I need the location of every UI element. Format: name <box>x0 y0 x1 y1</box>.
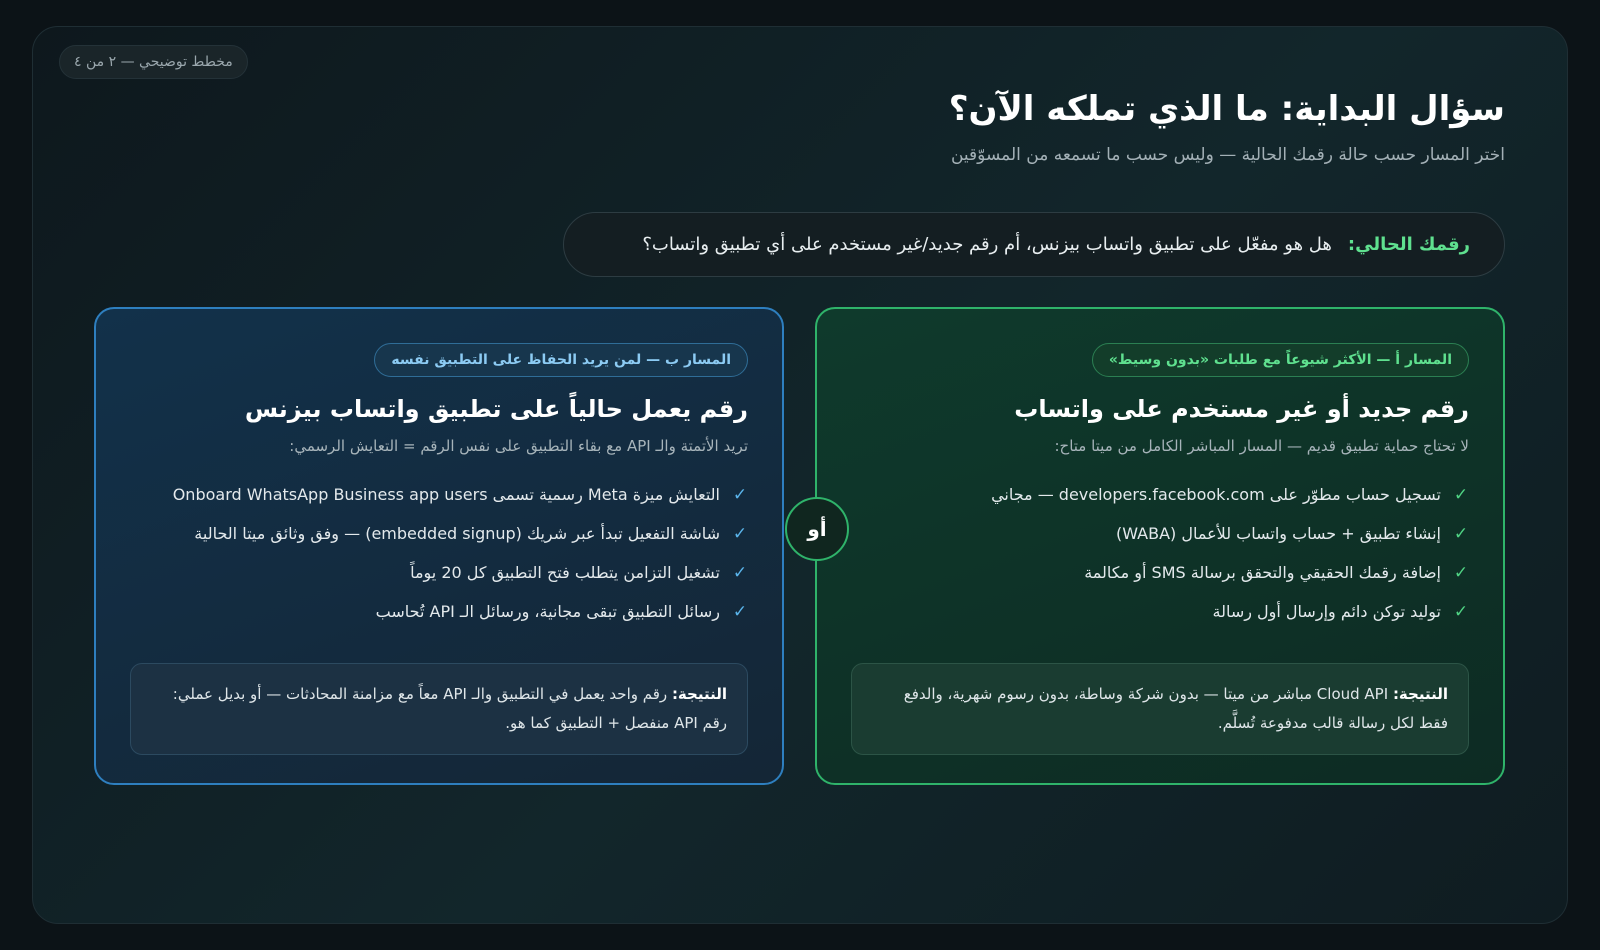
check-icon: ✓ <box>732 523 748 544</box>
page-subtitle: اختر المسار حسب حالة رقمك الحالية — وليس حسب ما تسمعه من المسوّقين <box>950 145 1505 165</box>
check-icon: ✓ <box>1453 562 1469 583</box>
result-text: رقم واحد يعمل في التطبيق والـ API معاً مع مزامنة المحادثات — أو بديل عملي: رقم API منفصل + التطبيق كما هو. <box>172 685 727 732</box>
step-text: التعايش ميزة Meta رسمية تسمى Onboard WhatsApp Business app users <box>172 485 720 504</box>
path-b-description: تريد الأتمتة والـ API مع بقاء التطبيق على نفس الرقم = التعايش الرسمي: <box>289 437 748 455</box>
path-b-steps <box>130 475 748 631</box>
current-number-question <box>563 212 1505 277</box>
step-text: تسجيل حساب مطوّر على developers.facebook.com — مجاني <box>991 485 1441 504</box>
path-b-result <box>130 663 748 755</box>
check-icon: ✓ <box>732 601 748 622</box>
question-label: رقمك الحالي: <box>1347 234 1470 255</box>
list-item <box>130 514 748 553</box>
step-text: توليد توكن دائم وإرسال أول رسالة <box>1212 602 1441 621</box>
list-item <box>851 592 1469 631</box>
result-label: النتيجة: <box>1392 685 1448 703</box>
check-icon: ✓ <box>732 484 748 505</box>
result-text: Cloud API مباشر من ميتا — بدون شركة وساطة، بدون رسوم شهرية، والدفع فقط لكل رسالة قالب مدفوعة تُسلَّم. <box>903 685 1448 732</box>
path-a-description: لا تحتاج حماية تطبيق قديم — المسار المباشر الكامل من ميتا متاح: <box>1054 437 1469 455</box>
list-item <box>130 592 748 631</box>
list-item <box>851 553 1469 592</box>
question-text: هل هو مفعّل على تطبيق واتساب بيزنس، أم رقم جديد/غير مستخدم على أي تطبيق واتساب؟ <box>642 234 1332 255</box>
result-label: النتيجة: <box>671 685 727 703</box>
list-item <box>851 514 1469 553</box>
path-b-title: رقم يعمل حالياً على تطبيق واتساب بيزنس <box>244 395 748 423</box>
or-divider: أو <box>785 497 849 561</box>
path-a-card <box>815 307 1505 785</box>
path-b-badge: المسار ب — لمن يريد الحفاظ على التطبيق نفسه <box>374 343 748 377</box>
path-a-title: رقم جديد أو غير مستخدم على واتساب <box>1014 395 1469 423</box>
page-title: سؤال البداية: ما الذي تملكه الآن؟ <box>948 89 1505 129</box>
step-text: رسائل التطبيق تبقى مجانية، ورسائل الـ API تُحاسب <box>375 602 720 621</box>
check-icon: ✓ <box>1453 523 1469 544</box>
diagram-frame <box>32 26 1568 924</box>
path-a-badge: المسار أ — الأكثر شيوعاً مع طلبات «بدون وسيط» <box>1092 343 1469 377</box>
path-a-result <box>851 663 1469 755</box>
list-item <box>851 475 1469 514</box>
step-text: إضافة رقمك الحقيقي والتحقق برسالة SMS أو مكالمة <box>1084 563 1441 582</box>
check-icon: ✓ <box>1453 601 1469 622</box>
list-item <box>130 553 748 592</box>
slide-counter-tag: مخطط توضيحي — ٢ من ٤ <box>59 45 248 79</box>
path-a-steps <box>851 475 1469 631</box>
step-text: تشغيل التزامن يتطلب فتح التطبيق كل 20 يوماً <box>410 563 720 582</box>
list-item <box>130 475 748 514</box>
check-icon: ✓ <box>732 562 748 583</box>
path-b-card <box>94 307 784 785</box>
check-icon: ✓ <box>1453 484 1469 505</box>
step-text: شاشة التفعيل تبدأ عبر شريك (embedded signup) — وفق وثائق ميتا الحالية <box>194 524 720 543</box>
step-text: إنشاء تطبيق + حساب واتساب للأعمال (WABA) <box>1115 524 1441 543</box>
